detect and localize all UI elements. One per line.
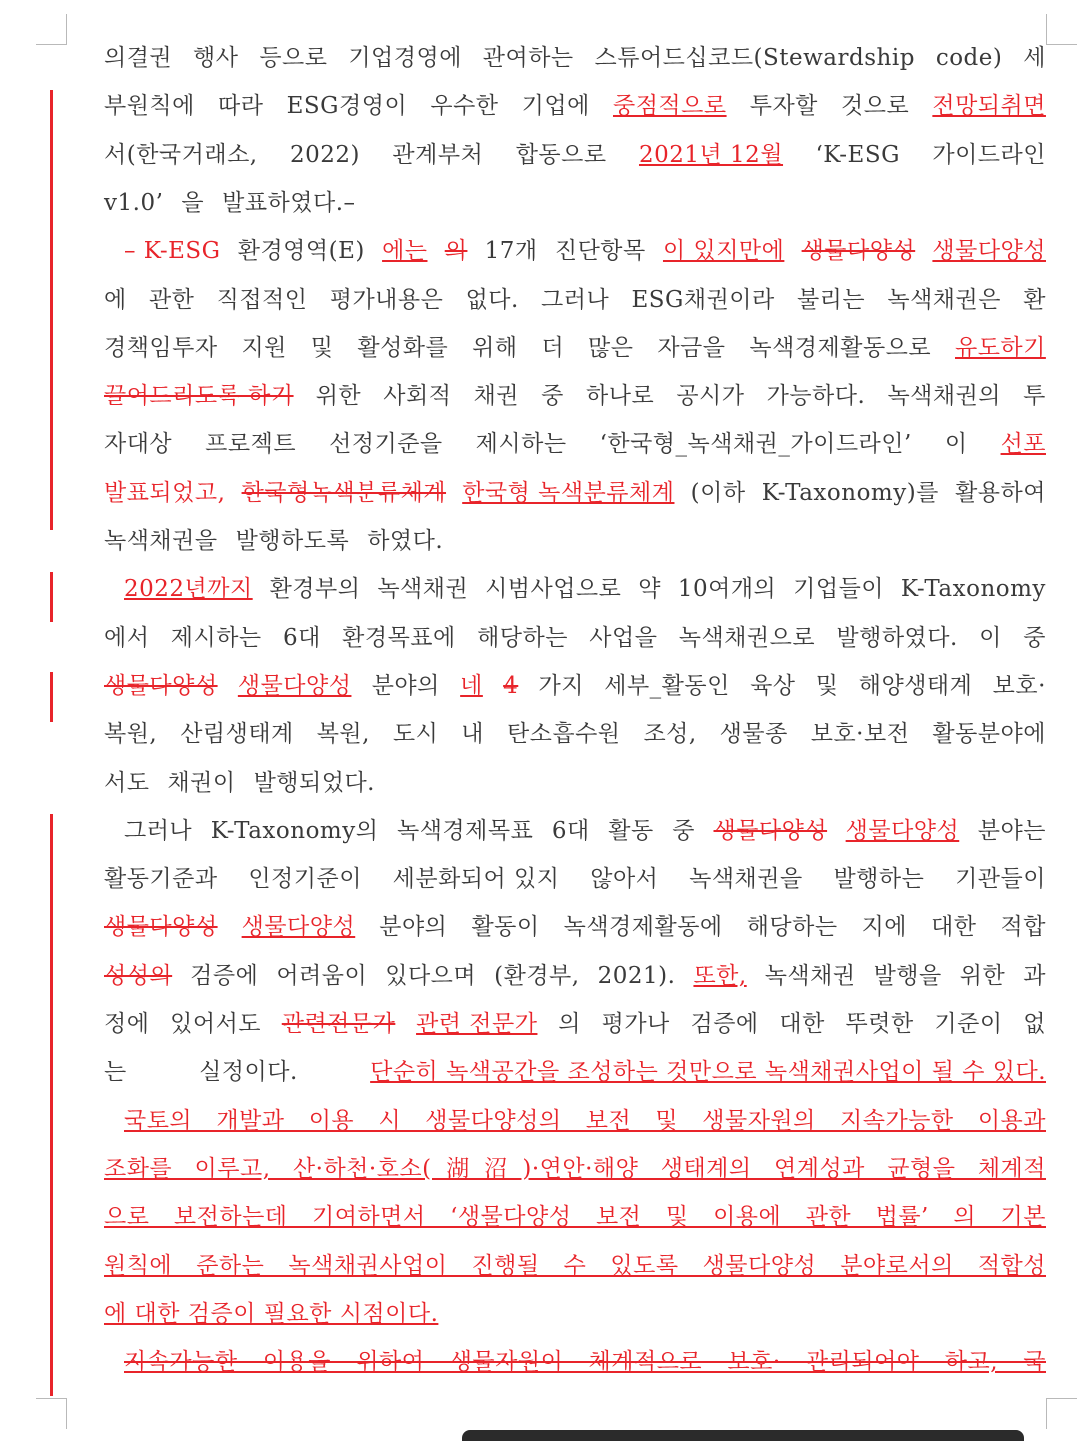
text-run: ‘한국형_녹색채권_가이드라인’ bbox=[599, 431, 912, 458]
text-run: 에서 bbox=[104, 624, 150, 651]
text-run: 과 bbox=[1023, 962, 1046, 989]
text-run: 가이드라인 bbox=[932, 141, 1046, 168]
text-line bbox=[104, 1200, 1046, 1234]
text-run: ESG채권이라 bbox=[631, 286, 775, 313]
inserted-text: 생물다양성 bbox=[845, 817, 960, 844]
text-run: 녹색채권을 bbox=[689, 866, 803, 893]
text-run: 6대 bbox=[551, 817, 590, 844]
horizontal-scrollbar[interactable] bbox=[462, 1430, 1024, 1441]
text-run: 보호· bbox=[992, 672, 1046, 699]
text-run: 중 bbox=[541, 383, 564, 410]
inserted-text: 관련 전문가 bbox=[416, 1011, 538, 1037]
text-run: 자금을 bbox=[657, 334, 726, 361]
text-run: 없 bbox=[1023, 1011, 1046, 1037]
text-run: 에 bbox=[104, 286, 127, 313]
text-run: 행사 bbox=[193, 45, 239, 71]
text-run: 따라 bbox=[218, 93, 264, 120]
deleted-text: 4 bbox=[503, 672, 519, 699]
text-run: 사업을 bbox=[589, 624, 658, 651]
text-run: 실정이다. bbox=[199, 1059, 298, 1086]
deleted-text: 의 bbox=[444, 238, 468, 265]
text-run: 공시가 bbox=[676, 383, 745, 410]
text-run: 녹색경제활동으로 bbox=[749, 334, 932, 361]
text-run: 더 bbox=[541, 334, 565, 361]
text-run: 해당하는 bbox=[477, 624, 568, 651]
text-line bbox=[104, 1152, 1046, 1186]
text-run: 뚜렷한 bbox=[845, 1011, 914, 1037]
text-run: 평가나 bbox=[601, 1011, 670, 1037]
inserted-text: 생물다양성 bbox=[237, 672, 352, 699]
deleted-text: 관련전문가 bbox=[281, 1011, 396, 1037]
text-run: 위한 bbox=[315, 383, 362, 410]
text-run: 평가내용은 bbox=[329, 286, 444, 313]
text-run: 녹색채권으로 bbox=[678, 624, 816, 651]
text-run: 채권 bbox=[473, 383, 520, 410]
text-run: 가지 bbox=[538, 672, 584, 699]
text-run: ESG경영이 bbox=[286, 93, 408, 120]
text-run: 녹색경제활동에 bbox=[563, 914, 723, 941]
text-run: 진단항목 bbox=[554, 238, 646, 265]
text-line bbox=[104, 862, 1046, 896]
inserted-text: 생물다양성 bbox=[241, 914, 356, 941]
text-run: 시범사업으로 bbox=[485, 576, 622, 603]
change-bar bbox=[50, 572, 53, 622]
text-run: 기업경영에 bbox=[348, 45, 462, 71]
deleted-text: 생물다양성 bbox=[104, 672, 218, 699]
text-run: 환 bbox=[1023, 286, 1046, 313]
text-run: 약 bbox=[638, 576, 661, 603]
inserted-text: 또한, bbox=[693, 962, 747, 989]
text-run: 검증에 bbox=[690, 1011, 759, 1037]
text-run: 지원 bbox=[241, 334, 287, 361]
text-run: 검증에 bbox=[190, 962, 259, 989]
text-run: 활용하여 bbox=[955, 479, 1046, 506]
text-run: 활동이 bbox=[471, 914, 540, 941]
text-run: 육상 bbox=[750, 672, 796, 699]
inserted-text: 에 대한 검증이 필요한 시점이다. bbox=[104, 1300, 439, 1327]
text-run: 투 bbox=[1023, 383, 1046, 410]
text-run: 보호·보전 bbox=[810, 721, 910, 748]
inserted-text: 2021년 12월 bbox=[638, 141, 784, 168]
text-line bbox=[104, 379, 1046, 413]
text-run: 을 bbox=[181, 189, 205, 216]
text-run: 6대 bbox=[282, 624, 321, 651]
text-run: 이 bbox=[944, 431, 968, 458]
text-run: 대한 bbox=[779, 1011, 825, 1037]
text-line bbox=[104, 1055, 1046, 1089]
text-line bbox=[104, 476, 1046, 510]
text-run: 생물종 bbox=[719, 721, 788, 748]
inserted-text: 한국형 녹색분류체계 bbox=[462, 479, 675, 506]
text-run: 조성, bbox=[643, 721, 697, 748]
text-run: 2021). bbox=[597, 962, 676, 989]
text-line bbox=[104, 621, 1046, 655]
text-run: 것으로 bbox=[841, 93, 910, 120]
change-bar bbox=[50, 90, 53, 530]
text-run: 있다으며 bbox=[385, 962, 477, 989]
text-run: 기준이 bbox=[934, 1011, 1003, 1037]
deleted-text: 성성의 bbox=[104, 962, 173, 989]
text-run: 해당하는 bbox=[746, 914, 838, 941]
text-run: 활동분야에 bbox=[932, 721, 1046, 748]
text-run: 적합 bbox=[1000, 914, 1046, 941]
text-run: 기관들이 bbox=[955, 866, 1046, 893]
text-line bbox=[104, 524, 1046, 558]
text-run: 관계부처 bbox=[392, 141, 484, 168]
text-run: 어려움이 bbox=[276, 962, 368, 989]
text-run: 관여하는 bbox=[482, 45, 574, 71]
text-line bbox=[104, 717, 1046, 751]
text-run: 도시 bbox=[392, 721, 439, 748]
text-run: code) bbox=[935, 45, 1003, 71]
text-run: 제시하는 bbox=[170, 624, 262, 651]
text-run: 세 bbox=[1023, 45, 1046, 71]
text-run: 복원, bbox=[104, 721, 158, 748]
text-run: 직접적인 bbox=[216, 286, 308, 313]
text-run: 합동으로 bbox=[515, 141, 607, 168]
inserted-text: 으로 보전하는데 기여하면서 ‘생물다양성 보전 및 이용에 관한 법률’ 의 기본 bbox=[104, 1204, 1046, 1231]
text-run: 않아서 bbox=[590, 866, 659, 893]
text-run: 그러나 bbox=[541, 286, 610, 313]
text-run: 및 bbox=[815, 672, 839, 699]
text-run: 의 bbox=[558, 1011, 581, 1037]
text-run: 서도 bbox=[104, 769, 150, 796]
text-run: 발행을 bbox=[873, 962, 942, 989]
inserted-text: 에는 bbox=[382, 238, 428, 265]
text-run: 자대상 bbox=[104, 431, 173, 458]
text-run: 없다. bbox=[465, 286, 519, 313]
text-run: 있어서도 bbox=[170, 1011, 262, 1037]
text-line bbox=[104, 766, 1046, 800]
change-bar bbox=[50, 672, 53, 722]
text-run: 부원칙에 bbox=[104, 93, 195, 120]
text-run: K-Taxonomy의 bbox=[210, 817, 379, 844]
inserted-text: 중점적으로 bbox=[612, 93, 727, 120]
text-line bbox=[124, 1345, 1046, 1379]
text-run: 10여개의 bbox=[677, 576, 777, 603]
text-run: (환경부, bbox=[494, 962, 580, 989]
text-run: 기업에 bbox=[521, 93, 590, 120]
page-corner-mark bbox=[1046, 14, 1077, 45]
text-run: 는 bbox=[104, 1059, 127, 1086]
text-run: 활성화를 bbox=[357, 334, 449, 361]
text-run: K-Taxonomy bbox=[900, 576, 1046, 603]
text-run: 투자할 bbox=[749, 93, 818, 120]
text-run: 지에 bbox=[861, 914, 908, 941]
text-run: 스튜어드십코드(Stewardship bbox=[594, 45, 915, 71]
text-run: 의결권 bbox=[104, 45, 173, 71]
text-run: 위해 bbox=[472, 334, 518, 361]
text-line bbox=[104, 138, 1046, 172]
text-run: 발행하도록 bbox=[235, 528, 350, 554]
text-run: 기업들이 bbox=[793, 576, 885, 603]
deleted-text: 끌어드리도록 하기 bbox=[104, 383, 294, 410]
text-line bbox=[104, 41, 1046, 75]
text-line bbox=[104, 331, 1046, 365]
text-run: 등으로 bbox=[259, 45, 328, 71]
text-run: 발행하였다. bbox=[836, 624, 958, 651]
deleted-text: 생물다양성 bbox=[104, 914, 218, 941]
text-run: 녹색경제목표 bbox=[396, 817, 534, 844]
text-run: 하였다. bbox=[367, 528, 444, 554]
text-line bbox=[104, 427, 1046, 461]
text-run: 세부_활동인 bbox=[604, 672, 730, 699]
text-run: 발표되었고, bbox=[104, 479, 226, 506]
inserted-text: 원칙에 준하는 녹색채권사업이 진행될 수 있도록 생물다양성 분야로서의 적합성 bbox=[104, 1252, 1046, 1279]
inserted-text: 국토의 개발과 이용 시 생물다양성의 보전 및 생물자원의 지속가능한 이용과 bbox=[124, 1107, 1046, 1134]
text-run: 프로젝트 bbox=[205, 431, 297, 458]
text-run: 17개 bbox=[484, 238, 538, 265]
text-run: 불리는 bbox=[796, 286, 866, 313]
text-line bbox=[124, 1104, 1046, 1138]
inserted-text: 네 bbox=[460, 672, 483, 699]
text-run: 관한 bbox=[148, 286, 195, 313]
text-line bbox=[104, 186, 1046, 220]
text-run: 녹색채권을 bbox=[104, 528, 218, 554]
inserted-text: 전망되취면 bbox=[932, 93, 1046, 120]
text-run: 복원, bbox=[316, 721, 370, 748]
page-corner-mark bbox=[36, 14, 67, 45]
text-line bbox=[104, 89, 1046, 123]
text-run: ‘K-ESG bbox=[815, 141, 900, 168]
text-run: v1.0’ bbox=[104, 189, 164, 216]
text-run: 녹색채권은 bbox=[887, 286, 1001, 313]
inserted-text: 2022년까지 bbox=[124, 576, 253, 603]
text-run: 환경부의 bbox=[269, 576, 361, 603]
text-run: 사회적 bbox=[383, 383, 452, 410]
text-line bbox=[104, 283, 1046, 317]
text-run: 산림생태계 bbox=[180, 721, 294, 748]
text-run: 분야의 bbox=[371, 672, 440, 699]
text-run: 세분화되어 있지 bbox=[392, 866, 560, 893]
inserted-text: 이 있지만에 bbox=[662, 238, 785, 265]
text-run: 해양생태계 bbox=[858, 672, 973, 699]
text-run: 분야의 bbox=[379, 914, 448, 941]
text-line bbox=[124, 814, 1046, 848]
inserted-text: 유도하기 bbox=[955, 334, 1046, 361]
text-run: 하나로 bbox=[586, 383, 655, 410]
inserted-text: 생물다양성 bbox=[932, 238, 1046, 265]
text-line bbox=[104, 1249, 1046, 1283]
text-run: 환경목표에 bbox=[342, 624, 456, 651]
text-line bbox=[104, 1007, 1046, 1041]
deleted-text: 생물다양성 bbox=[801, 238, 916, 265]
text-run: 서(한국거래소, bbox=[104, 141, 258, 168]
text-line bbox=[124, 234, 1046, 268]
text-run: 우수한 bbox=[430, 93, 499, 120]
text-line bbox=[104, 669, 1046, 703]
text-run: 활동 bbox=[608, 817, 654, 844]
text-run: 분야는 bbox=[977, 817, 1046, 844]
text-line bbox=[124, 572, 1046, 606]
text-run: 그러나 bbox=[124, 817, 193, 844]
text-run: 위한 bbox=[959, 962, 1006, 989]
text-run: 이 bbox=[979, 624, 1002, 651]
text-run: 선정기준을 bbox=[329, 431, 443, 458]
text-run: 채권이 bbox=[167, 769, 236, 796]
page-corner-mark bbox=[1046, 1398, 1077, 1429]
deleted-text: 한국형녹색분류체계 bbox=[241, 479, 447, 506]
inserted-text: 단순히 녹색공간을 조성하는 것만으로 녹색채권사업이 될 수 있다. bbox=[370, 1059, 1046, 1086]
revised-text: 지속가능한 이용을 위하여 생물자원이 체계적으로 보호· 관리되어야 하고, 국 bbox=[124, 1349, 1046, 1376]
text-run: 많은 bbox=[588, 334, 634, 361]
text-line bbox=[104, 959, 1046, 993]
text-run: 녹색채권의 bbox=[887, 383, 1002, 410]
text-run: 가능하다. bbox=[766, 383, 866, 410]
text-run: 중 bbox=[1023, 624, 1046, 651]
text-run: 활동기준과 bbox=[104, 866, 218, 893]
text-run: 대한 bbox=[931, 914, 977, 941]
page-corner-mark bbox=[36, 1398, 67, 1429]
text-run: 발행되었다. bbox=[253, 769, 375, 796]
text-run: 녹색채권 bbox=[764, 962, 856, 989]
text-run: 발행하는 bbox=[833, 866, 925, 893]
inserted-text: 선포 bbox=[1000, 431, 1046, 458]
text-line bbox=[104, 1297, 1046, 1331]
inserted-text: 조화를 이루고, 산·하천·호소(湖沼)·연안·해양 생태계의 연계성과 균형을 체계적 bbox=[104, 1155, 1046, 1182]
text-run: 발표하였다.– bbox=[222, 189, 356, 216]
text-run: 중 bbox=[672, 817, 695, 844]
text-run: (이하 bbox=[690, 479, 746, 506]
text-run: 2022) bbox=[290, 141, 361, 168]
text-run: 인정기준이 bbox=[248, 866, 362, 893]
text-line bbox=[104, 910, 1046, 944]
deleted-text: 생물다양성 bbox=[713, 817, 828, 844]
change-bar bbox=[50, 814, 53, 1396]
text-run: 탄소흡수원 bbox=[506, 721, 621, 748]
text-run: 제시하는 bbox=[475, 431, 567, 458]
text-run: K-Taxonomy)를 bbox=[761, 479, 939, 506]
text-run: 정에 bbox=[104, 1011, 150, 1037]
text-run: – K-ESG bbox=[124, 238, 221, 265]
text-run: 환경영역(E) bbox=[237, 238, 365, 265]
text-run: 경책임투자 bbox=[104, 334, 218, 361]
text-run: 및 bbox=[310, 334, 334, 361]
text-run: 녹색채권 bbox=[377, 576, 469, 603]
text-run: 내 bbox=[461, 721, 484, 748]
